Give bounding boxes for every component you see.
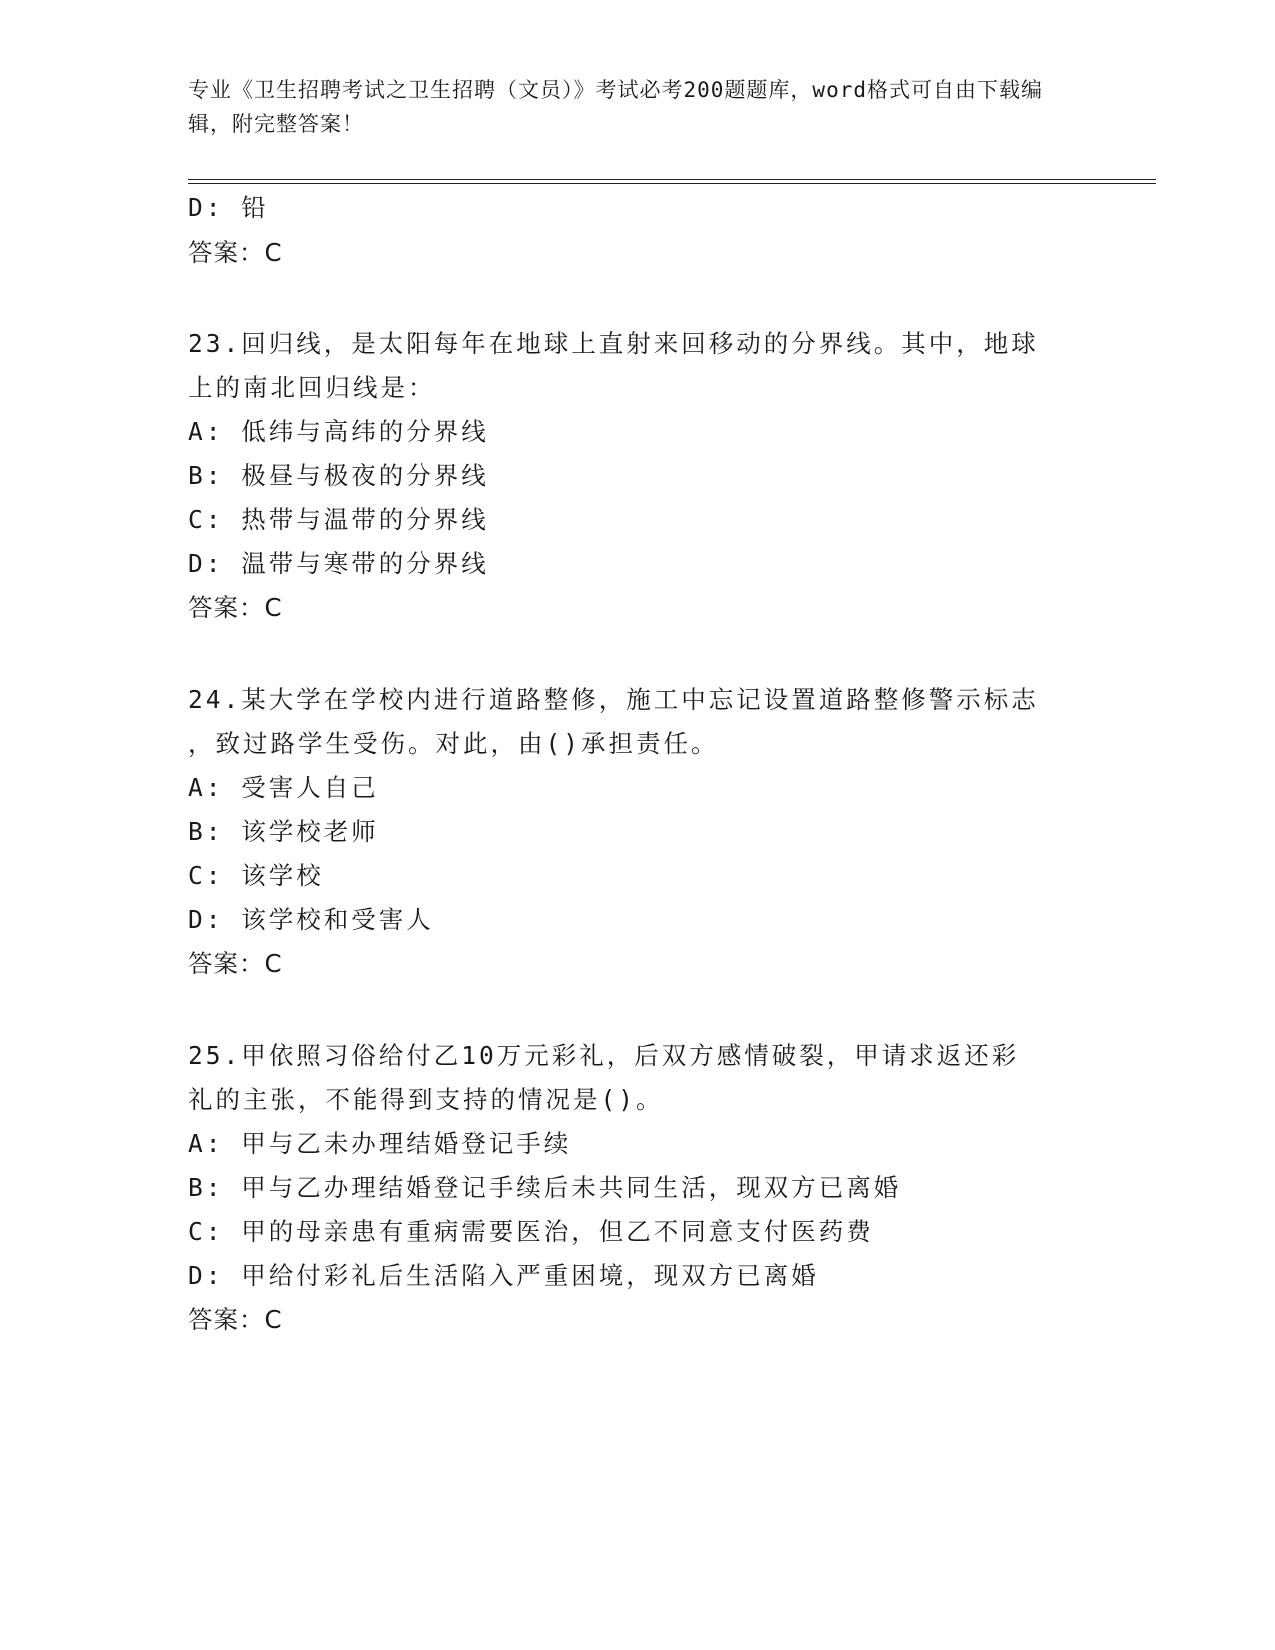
document-header: 专业《卫生招聘考试之卫生招聘（文员）》考试必考200题题库，word格式可自由下载编辑，附完整答案！ [188, 78, 1043, 136]
q24-option-b: B: 该学校老师 [188, 817, 379, 846]
q23-option-c: C: 热带与温带的分界线 [188, 505, 489, 534]
q25-option-c: C: 甲的母亲患有重病需要医治，但乙不同意支付医药费 [188, 1217, 874, 1246]
q23-answer: 答案：C [188, 593, 283, 622]
q25-text-line2: 礼的主张，不能得到支持的情况是()。 [188, 1085, 664, 1114]
q23-option-a: A: 低纬与高纬的分界线 [188, 417, 489, 446]
q23-text-line1: 23.回归线，是太阳每年在地球上直射来回移动的分界线。其中，地球 [188, 329, 1039, 358]
prev-answer: 答案：C [188, 238, 283, 267]
q24-text-line2: ，致过路学生受伤。对此，由()承担责任。 [188, 729, 719, 758]
q23-text-line2: 上的南北回归线是： [188, 373, 436, 402]
q24-option-d: D: 该学校和受害人 [188, 905, 434, 934]
q25-option-d: D: 甲给付彩礼后生活陷入严重困境，现双方已离婚 [188, 1261, 819, 1290]
q25-text-line1: 25.甲依照习俗给付乙10万元彩礼，后双方感情破裂，甲请求返还彩 [188, 1041, 1020, 1070]
q24-answer: 答案：C [188, 949, 283, 978]
q23-option-d: D: 温带与寒带的分界线 [188, 549, 489, 578]
prev-option-d: D: 铅 [188, 193, 269, 222]
q24-option-c: C: 该学校 [188, 861, 324, 890]
header-rule-bottom [188, 183, 1156, 184]
q25-option-b: B: 甲与乙办理结婚登记手续后未共同生活，现双方已离婚 [188, 1173, 902, 1202]
q24-option-a: A: 受害人自己 [188, 773, 379, 802]
header-rule-top [188, 179, 1156, 180]
q25-answer: 答案：C [188, 1305, 283, 1334]
q23-option-b: B: 极昼与极夜的分界线 [188, 461, 489, 490]
q24-text-line1: 24.某大学在学校内进行道路整修，施工中忘记设置道路整修警示标志 [188, 685, 1039, 714]
q25-option-a: A: 甲与乙未办理结婚登记手续 [188, 1129, 572, 1158]
